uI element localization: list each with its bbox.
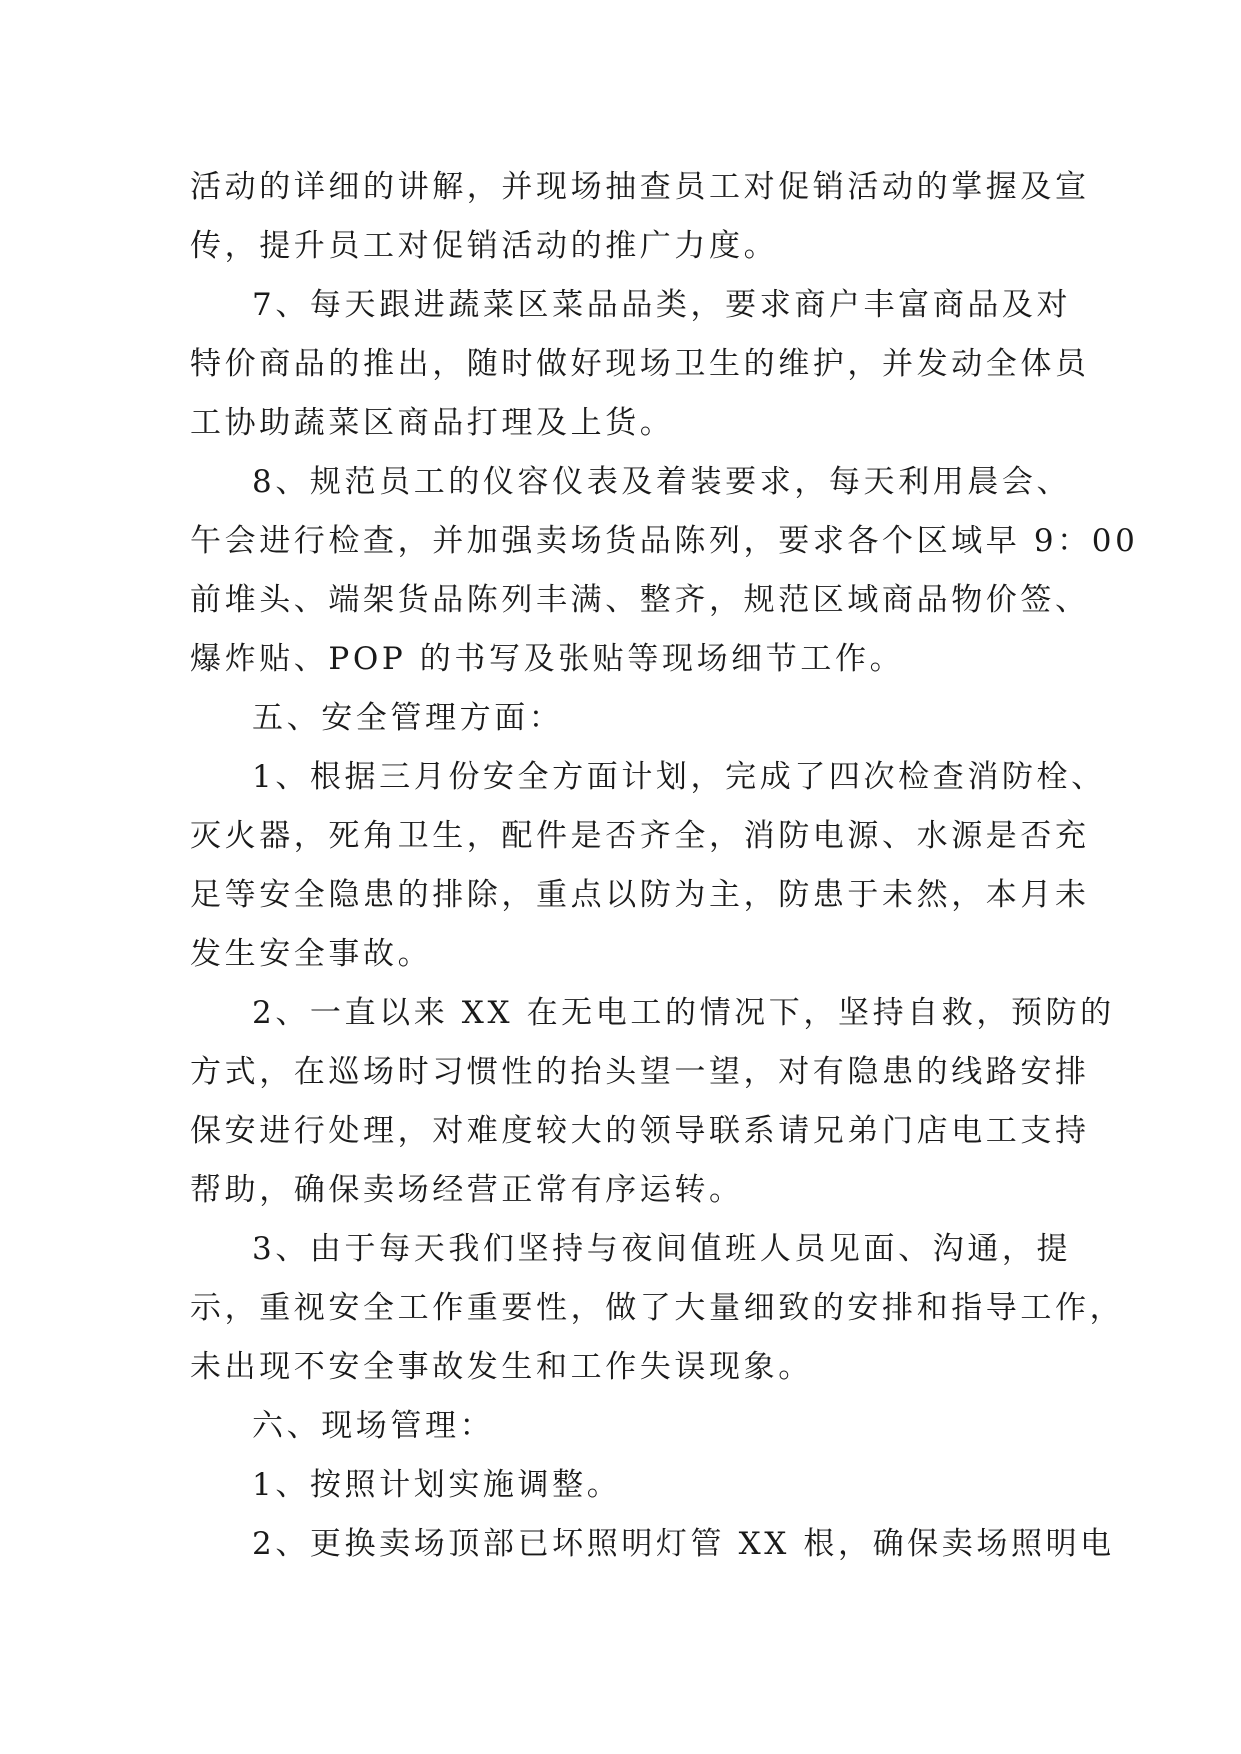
- text-line: 活动的详细的讲解，并现场抽查员工对促销活动的掌握及宣: [190, 169, 1090, 205]
- text-line: 五、安全管理方面：: [252, 700, 564, 736]
- text-line: 发生安全事故。: [190, 936, 433, 972]
- text-line: 爆炸贴、POP 的书写及张贴等现场细节工作。: [190, 641, 905, 677]
- text-line: 帮助，确保卖场经营正常有序运转。: [190, 1172, 744, 1208]
- text-line: 7、每天跟进蔬菜区菜品品类，要求商户丰富商品及对: [252, 287, 1072, 323]
- text-line: 传，提升员工对促销活动的推广力度。: [190, 228, 779, 264]
- text-line: 保安进行处理，对难度较大的领导联系请兄弟门店电工支持: [190, 1113, 1090, 1149]
- text-line: 2、更换卖场顶部已坏照明灯管 XX 根，确保卖场照明电: [252, 1526, 1115, 1562]
- text-line: 2、一直以来 XX 在无电工的情况下，坚持自救，预防的: [252, 995, 1115, 1031]
- text-line: 示，重视安全工作重要性，做了大量细致的安排和指导工作，: [190, 1290, 1125, 1326]
- text-line: 方式，在巡场时习惯性的抬头望一望，对有隐患的线路安排: [190, 1054, 1090, 1090]
- text-line: 未出现不安全事故发生和工作失误现象。: [190, 1349, 813, 1385]
- text-line: 六、现场管理：: [252, 1408, 495, 1444]
- text-line: 8、规范员工的仪容仪表及着装要求，每天利用晨会、: [252, 464, 1072, 500]
- text-line: 1、按照计划实施调整。: [252, 1467, 622, 1503]
- text-line: 午会进行检查，并加强卖场货品陈列，要求各个区域早 9：00: [190, 523, 1139, 559]
- text-line: 特价商品的推出，随时做好现场卫生的维护，并发动全体员: [190, 346, 1090, 382]
- text-line: 3、由于每天我们坚持与夜间值班人员见面、沟通，提: [252, 1231, 1072, 1267]
- text-line: 1、根据三月份安全方面计划，完成了四次检查消防栓、: [252, 759, 1106, 795]
- text-line: 前堆头、端架货品陈列丰满、整齐，规范区域商品物价签、: [190, 582, 1090, 618]
- text-line: 工协助蔬菜区商品打理及上货。: [190, 405, 675, 441]
- document-body: [190, 158, 1139, 1574]
- text-line: 灭火器，死角卫生，配件是否齐全，消防电源、水源是否充: [190, 818, 1090, 854]
- text-line: 足等安全隐患的排除，重点以防为主，防患于未然，本月未: [190, 877, 1090, 913]
